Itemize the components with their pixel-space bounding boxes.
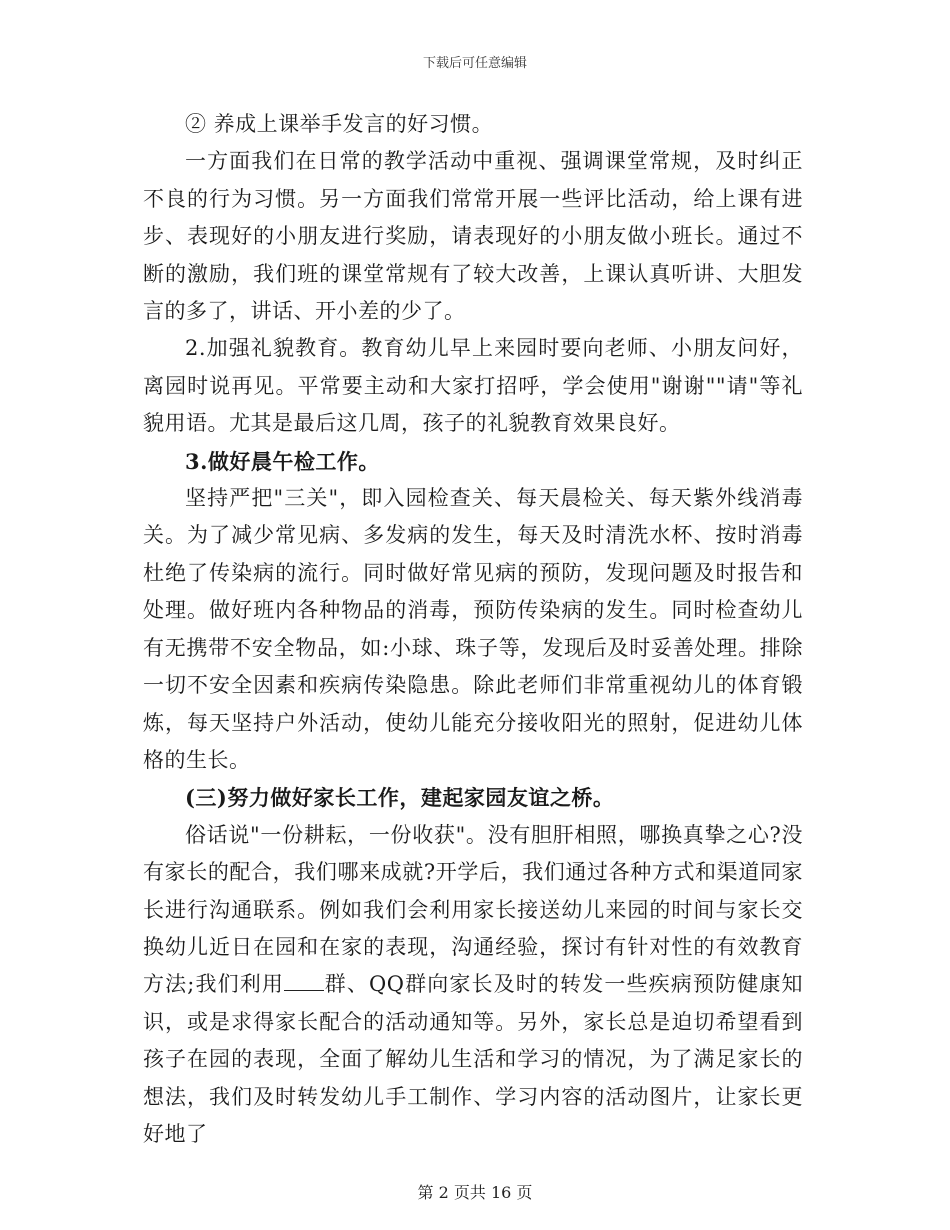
paragraph-courtesy-education: 2.加强礼貌教育。教育幼儿早上来园时要向老师、小朋友问好，离园时说再见。平常要主动和大家打招呼，学会使用"谢谢""请"等礼貌用语。尤其是最后这几周，孩子的礼貌教育效果良好。: [143, 336, 803, 436]
paragraph-health-check: 坚持严把"三关"，即入园检查关、每天晨检关、每天紫外线消毒关。为了减少常见病、多发病的发生，每天及时清洗水杯、按时消毒杜绝了传染病的流行。同时做好常见病的预防，发现问题及时报告和处理。做好班内各种物品的消毒，预防传染病的发生。同时检查幼儿有无携带不安全物品，如:小球、珠子等，发现后及时妥善处理。排除一切不安全因素和疾病传染隐患。除此老师们非常重视幼儿的体育锻炼，每天坚持户外活动，使幼儿能充分接收阳光的照射，促进幼儿体格的生长。: [143, 486, 803, 772]
paragraph-parent-work: [143, 817, 803, 1154]
heading-health-check: 3.做好晨午检工作。: [185, 448, 380, 474]
page-header: 下载后可任意编辑: [422, 56, 527, 71]
paragraph-parent-work-part2: 群、QQ群向家长及时的转发一些疾病预防健康知识，或是求得家长配合的活动通知等。另外，家长总是迫切希望看到孩子在园的表现，全面了解幼儿生活和学习的情况，为了满足家长的想法，我们及时转发幼儿手工制作、学习内容的活动图片，让家长更好地了: [143, 972, 803, 1146]
document-body: [143, 106, 803, 1153]
paragraph-habit-item: ② 养成上课举手发言的好习惯。: [185, 112, 494, 136]
paragraph-parent-work-part1: 俗话说"一份耕耘，一份收获"。没有胆肝相照，哪换真挚之心?没有家长的配合，我们哪来成就?开学后，我们通过各种方式和渠道同家长进行沟通联系。例如我们会利用家长接送幼儿来园的时间与家长交换幼儿近日在园和在家的表现，沟通经验，探讨有针对性的有效教育方法;我们利用: [143, 822, 803, 997]
page-footer: 第 2 页共 16 页: [417, 1183, 533, 1202]
paragraph-classroom-rules: 一方面我们在日常的教学活动中重视、强调课堂常规，及时纠正不良的行为习惯。另一方面我们常常开展一些评比活动，给上课有进步、表现好的小朋友进行奖励，请表现好的小朋友做小班长。通过不断的激励，我们班的课堂常规有了较大改善，上课认真听讲、大胆发言的多了，讲话、开小差的少了。: [143, 149, 803, 324]
blank-underline: [284, 972, 324, 991]
heading-parent-work: (三)努力做好家长工作，建起家园友谊之桥。: [185, 785, 615, 811]
